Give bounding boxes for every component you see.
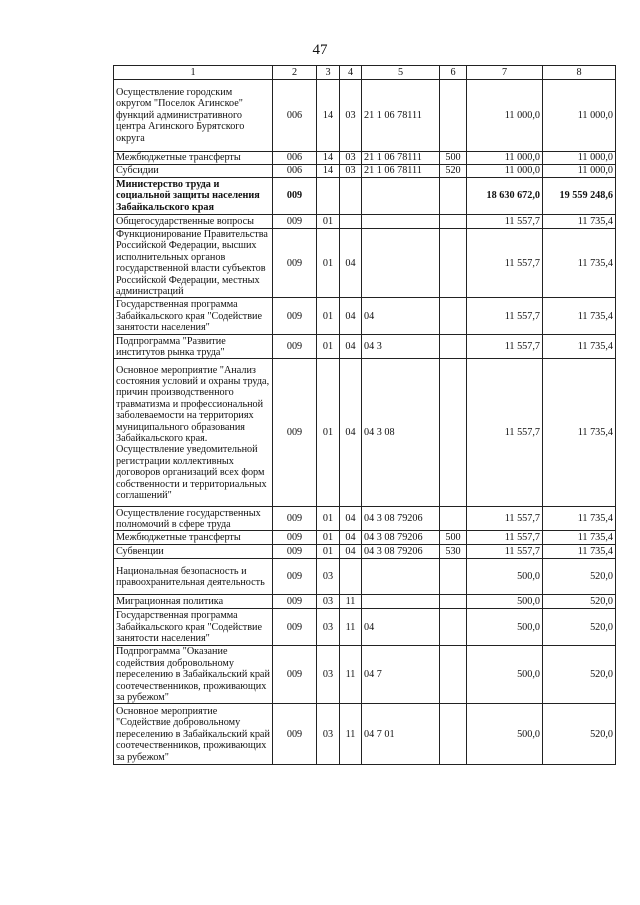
expense-type-code — [440, 298, 467, 335]
row-name: Национальная безопасность и правоохранительная деятельность — [114, 559, 273, 595]
amount-year-1: 11 557,7 — [467, 545, 543, 559]
table-row — [114, 165, 616, 178]
table-body — [114, 80, 616, 765]
amount-year-2: 11 735,4 — [543, 215, 616, 229]
section-code: 01 — [317, 229, 340, 298]
expense-type-code — [440, 335, 467, 359]
row-name: Осуществление городским округом "Поселок Агинское" функций административного центра Агинского Бурятского округа — [114, 80, 273, 152]
amount-year-2: 19 559 248,6 — [543, 178, 616, 215]
section-code: 14 — [317, 165, 340, 178]
amount-year-2: 11 000,0 — [543, 152, 616, 165]
row-name: Функционирование Правительства Российской Федерации, высших исполнительных органов государственной власти субъектов Российской Федерации, местных администраций — [114, 229, 273, 298]
row-name: Межбюджетные трансферты — [114, 531, 273, 545]
header-row — [114, 66, 616, 80]
amount-year-1: 11 557,7 — [467, 531, 543, 545]
subsection-code: 04 — [340, 359, 362, 507]
target-code: 04 3 08 79206 — [362, 507, 440, 531]
amount-year-2: 11 735,4 — [543, 545, 616, 559]
amount-year-1: 11 557,7 — [467, 215, 543, 229]
subsection-code: 04 — [340, 335, 362, 359]
target-code: 04 7 — [362, 646, 440, 704]
section-code: 14 — [317, 80, 340, 152]
table-row — [114, 595, 616, 609]
row-name: Государственная программа Забайкальского края "Содействие занятости населения" — [114, 298, 273, 335]
amount-year-1: 500,0 — [467, 704, 543, 765]
target-code: 21 1 06 78111 — [362, 165, 440, 178]
subsection-code: 04 — [340, 298, 362, 335]
section-code: 01 — [317, 531, 340, 545]
row-name: Основное мероприятие "Анализ состояния условий и охраны труда, причин производственного травматизма и профессиональной заболеваемости на территориях муниципального образования Забайкальского края. Осуществление уведомительной регистрации коллективных договоров организаций всех форм собственности и территориальных соглашений" — [114, 359, 273, 507]
expense-type-code — [440, 595, 467, 609]
subsection-code: 03 — [340, 152, 362, 165]
target-code: 04 3 08 79206 — [362, 545, 440, 559]
amount-year-2: 11 735,4 — [543, 531, 616, 545]
section-code: 03 — [317, 595, 340, 609]
target-code — [362, 178, 440, 215]
expense-type-code: 500 — [440, 152, 467, 165]
column-header: 2 — [273, 66, 317, 80]
subsection-code: 04 — [340, 507, 362, 531]
section-code: 01 — [317, 507, 340, 531]
section-code: 14 — [317, 152, 340, 165]
expense-type-code: 520 — [440, 165, 467, 178]
row-name: Субвенции — [114, 545, 273, 559]
row-name: Основное мероприятие "Содействие добровольному переселению в Забайкальский край соотечественников, проживающих за рубежом" — [114, 704, 273, 765]
row-name: Межбюджетные трансферты — [114, 152, 273, 165]
amount-year-2: 11 000,0 — [543, 80, 616, 152]
section-code: 03 — [317, 559, 340, 595]
expense-type-code — [440, 646, 467, 704]
expense-type-code: 500 — [440, 531, 467, 545]
table-row — [114, 215, 616, 229]
section-code: 01 — [317, 335, 340, 359]
section-code: 03 — [317, 609, 340, 646]
amount-year-2: 520,0 — [543, 559, 616, 595]
expense-type-code — [440, 80, 467, 152]
target-code: 21 1 06 78111 — [362, 152, 440, 165]
amount-year-1: 500,0 — [467, 595, 543, 609]
amount-year-2: 11 735,4 — [543, 229, 616, 298]
amount-year-1: 18 630 672,0 — [467, 178, 543, 215]
amount-year-1: 11 557,7 — [467, 229, 543, 298]
table-row — [114, 531, 616, 545]
ministry-code: 009 — [273, 359, 317, 507]
column-header: 6 — [440, 66, 467, 80]
expense-type-code — [440, 704, 467, 765]
section-code: 01 — [317, 545, 340, 559]
table-row — [114, 559, 616, 595]
amount-year-1: 11 557,7 — [467, 507, 543, 531]
column-header: 5 — [362, 66, 440, 80]
ministry-code: 009 — [273, 507, 317, 531]
ministry-code: 009 — [273, 704, 317, 765]
subsection-code: 04 — [340, 545, 362, 559]
expense-type-code — [440, 559, 467, 595]
section-code: 01 — [317, 298, 340, 335]
target-code — [362, 595, 440, 609]
amount-year-2: 520,0 — [543, 704, 616, 765]
amount-year-2: 520,0 — [543, 609, 616, 646]
target-code: 04 3 08 — [362, 359, 440, 507]
target-code: 21 1 06 78111 — [362, 80, 440, 152]
table-row — [114, 646, 616, 704]
expense-type-code: 530 — [440, 545, 467, 559]
row-name: Государственная программа Забайкальского края "Содействие занятости населения" — [114, 609, 273, 646]
table-row — [114, 178, 616, 215]
ministry-code: 009 — [273, 335, 317, 359]
amount-year-2: 11 735,4 — [543, 359, 616, 507]
subsection-code — [340, 178, 362, 215]
ministry-code: 009 — [273, 298, 317, 335]
ministry-code: 009 — [273, 609, 317, 646]
expense-type-code — [440, 507, 467, 531]
amount-year-2: 11 735,4 — [543, 298, 616, 335]
amount-year-1: 11 000,0 — [467, 80, 543, 152]
table-row — [114, 80, 616, 152]
row-name: Миграционная политика — [114, 595, 273, 609]
amount-year-2: 520,0 — [543, 595, 616, 609]
target-code — [362, 229, 440, 298]
amount-year-2: 11 735,4 — [543, 335, 616, 359]
budget-table — [113, 65, 616, 765]
ministry-code: 009 — [273, 559, 317, 595]
subsection-code: 11 — [340, 595, 362, 609]
section-code — [317, 178, 340, 215]
target-code: 04 7 01 — [362, 704, 440, 765]
table-row — [114, 152, 616, 165]
table-row — [114, 335, 616, 359]
amount-year-1: 500,0 — [467, 609, 543, 646]
ministry-code: 009 — [273, 229, 317, 298]
table-row — [114, 298, 616, 335]
subsection-code: 04 — [340, 229, 362, 298]
section-code: 03 — [317, 704, 340, 765]
table-row — [114, 229, 616, 298]
column-header: 7 — [467, 66, 543, 80]
ministry-code: 009 — [273, 646, 317, 704]
ministry-code: 009 — [273, 215, 317, 229]
table-row — [114, 609, 616, 646]
table-row — [114, 704, 616, 765]
table-row — [114, 359, 616, 507]
section-code: 03 — [317, 646, 340, 704]
expense-type-code — [440, 229, 467, 298]
table-row — [114, 507, 616, 531]
section-code: 01 — [317, 215, 340, 229]
amount-year-1: 11 557,7 — [467, 359, 543, 507]
ministry-code: 009 — [273, 545, 317, 559]
table-row — [114, 545, 616, 559]
subsection-code: 11 — [340, 646, 362, 704]
section-code: 01 — [317, 359, 340, 507]
subsection-code: 11 — [340, 704, 362, 765]
expense-type-code — [440, 178, 467, 215]
target-code: 04 — [362, 609, 440, 646]
column-header: 1 — [114, 66, 273, 80]
row-name: Осуществление государственных полномочий в сфере труда — [114, 507, 273, 531]
subsection-code: 04 — [340, 531, 362, 545]
amount-year-1: 11 557,7 — [467, 298, 543, 335]
target-code: 04 — [362, 298, 440, 335]
row-name: Общегосударственные вопросы — [114, 215, 273, 229]
target-code: 04 3 — [362, 335, 440, 359]
subsection-code: 03 — [340, 80, 362, 152]
page-number: 47 — [312, 42, 328, 58]
subsection-code — [340, 215, 362, 229]
ministry-code: 009 — [273, 178, 317, 215]
subsection-code — [340, 559, 362, 595]
amount-year-1: 11 557,7 — [467, 335, 543, 359]
target-code — [362, 559, 440, 595]
ministry-code: 006 — [273, 80, 317, 152]
amount-year-1: 500,0 — [467, 646, 543, 704]
amount-year-1: 500,0 — [467, 559, 543, 595]
expense-type-code — [440, 359, 467, 507]
column-header: 3 — [317, 66, 340, 80]
row-name: Подпрограмма "Оказание содействия добровольному переселению в Забайкальский край соотечественников, проживающих за рубежом" — [114, 646, 273, 704]
subsection-code: 11 — [340, 609, 362, 646]
expense-type-code — [440, 215, 467, 229]
expense-type-code — [440, 609, 467, 646]
column-header: 4 — [340, 66, 362, 80]
ministry-code: 006 — [273, 152, 317, 165]
subsection-code: 03 — [340, 165, 362, 178]
ministry-code: 009 — [273, 595, 317, 609]
target-code: 04 3 08 79206 — [362, 531, 440, 545]
row-name: Субсидии — [114, 165, 273, 178]
amount-year-2: 520,0 — [543, 646, 616, 704]
amount-year-1: 11 000,0 — [467, 165, 543, 178]
amount-year-1: 11 000,0 — [467, 152, 543, 165]
target-code — [362, 215, 440, 229]
ministry-code: 009 — [273, 531, 317, 545]
row-name: Подпрограмма "Развитие институтов рынка труда" — [114, 335, 273, 359]
amount-year-2: 11 000,0 — [543, 165, 616, 178]
column-header: 8 — [543, 66, 616, 80]
ministry-code: 006 — [273, 165, 317, 178]
row-name: Министерство труда и социальной защиты населения Забайкальского края — [114, 178, 273, 215]
amount-year-2: 11 735,4 — [543, 507, 616, 531]
